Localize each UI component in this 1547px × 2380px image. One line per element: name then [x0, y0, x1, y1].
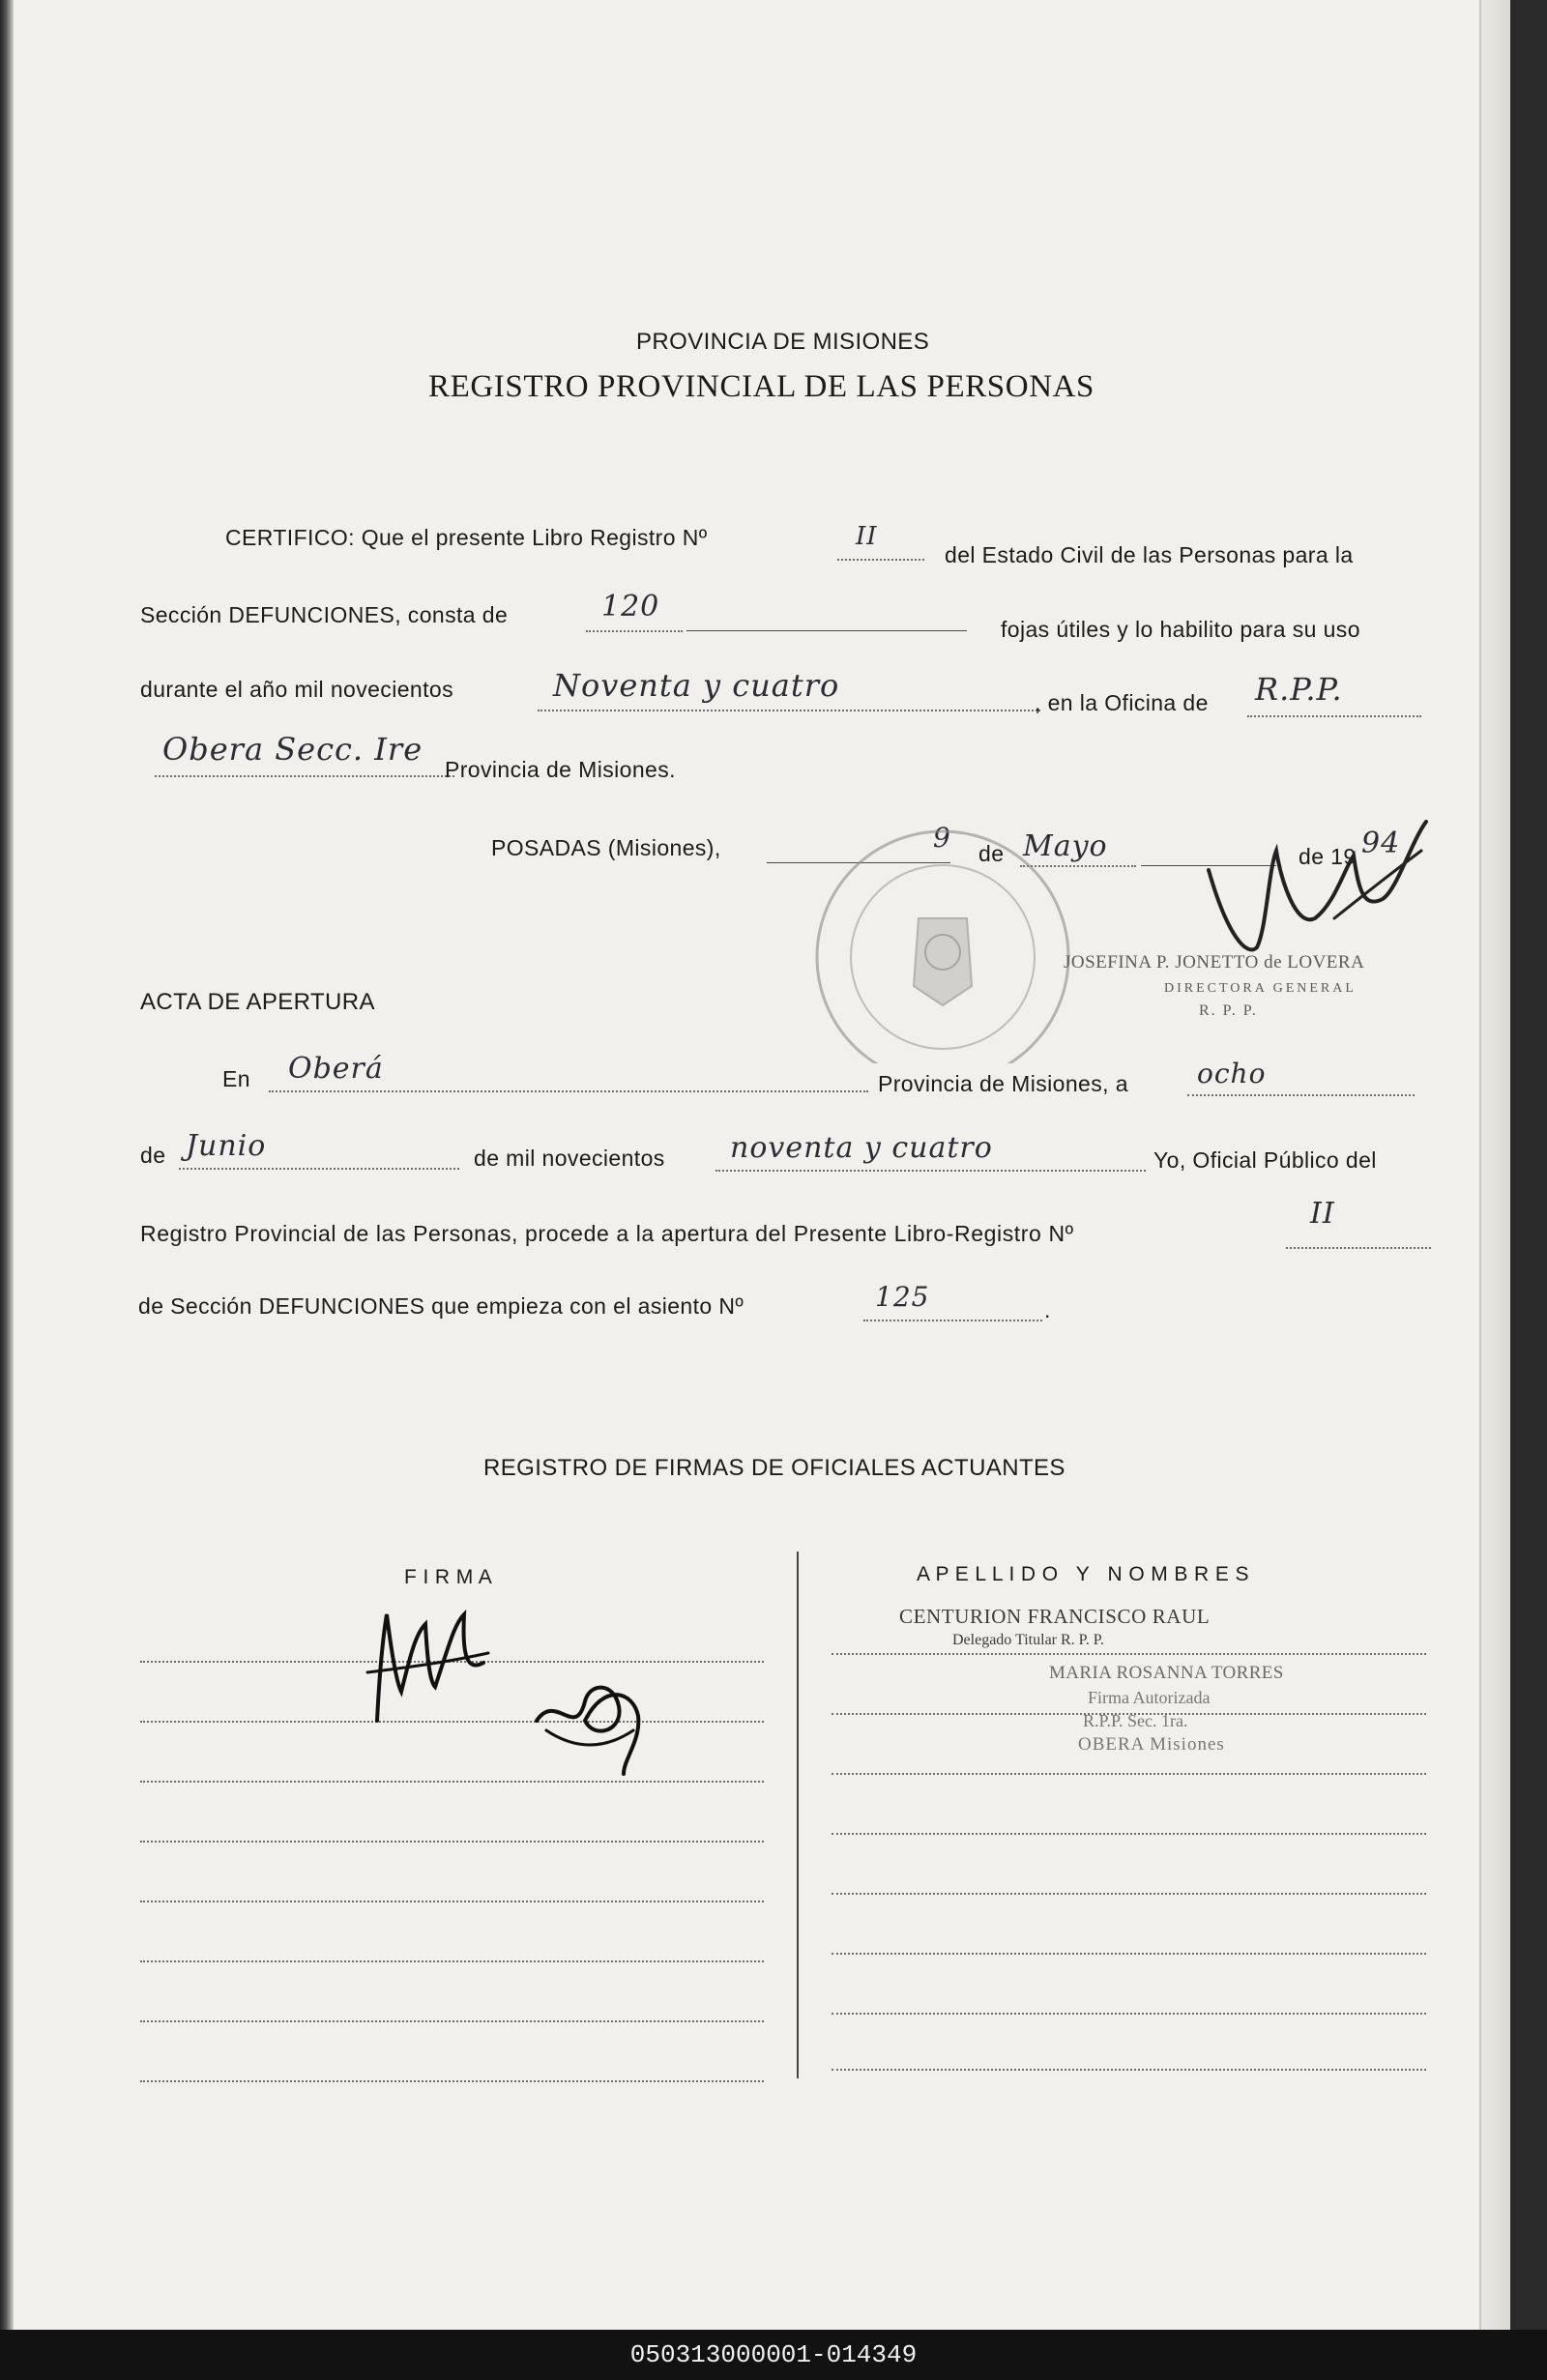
official-stamp-2-place: OBERA Misiones: [1078, 1734, 1225, 1755]
acta-mes-line: [179, 1168, 459, 1170]
certifico-line4: Provincia de Misiones.: [445, 757, 676, 782]
firma-column-header: F I R M A: [404, 1566, 493, 1588]
official-stamp-1-name: CENTURION FRANCISCO RAUL: [899, 1605, 1211, 1628]
firma-row-line: [140, 1960, 764, 1962]
firma-row-line: [140, 2020, 764, 2022]
oficina-handwritten: R.P.P.: [1255, 671, 1343, 708]
director-stamp-name: JOSEFINA P. JONETTO de LOVERA: [1064, 952, 1365, 972]
acta-yo-label: Yo, Oficial Público del: [1153, 1147, 1377, 1173]
document-id-footer: 050313000001-014349: [0, 2330, 1547, 2380]
apellido-row-line: [832, 1833, 1426, 1835]
fojas-number-handwritten: 120: [601, 590, 660, 624]
oficina2-handwritten: Obera Secc. Ire: [162, 731, 423, 768]
director-stamp-title: DIRECTORA GENERAL: [1164, 981, 1357, 996]
acta-line3: Registro Provincial de las Personas, procede a la apertura del Presente Libro-Registro Nº: [140, 1221, 1074, 1246]
de-label-1: de: [978, 841, 1005, 866]
libro-number-handwritten: II: [856, 522, 878, 551]
posadas-label: POSADAS (Misiones),: [491, 835, 721, 860]
anio-line: [538, 710, 1040, 711]
anio-handwritten: Noventa y cuatro: [553, 667, 840, 704]
registry-heading: REGISTRO PROVINCIAL DE LAS PERSONAS: [428, 369, 1095, 404]
page-binding-edge: [0, 0, 14, 2330]
round-seal-stamp: [812, 773, 1073, 1063]
column-divider: [797, 1552, 799, 2078]
certifico-line2-end: fojas útiles y lo habilito para su uso: [1001, 617, 1360, 642]
libro-number-line: [837, 559, 924, 561]
province-heading: PROVINCIA DE MISIONES: [636, 329, 930, 355]
acta-mil-label: de mil novecientos: [474, 1146, 665, 1171]
apellido-column-header: A P E L L I D O Y N O M B R E S: [917, 1563, 1249, 1585]
apellido-row-line: [832, 1893, 1426, 1895]
certifico-line1-end: del Estado Civil de las Personas para la: [945, 542, 1354, 567]
apellido-row-line: [832, 1653, 1426, 1655]
firma-row-line: [140, 1781, 764, 1783]
acta-de-label: de: [140, 1143, 166, 1168]
official-signature-2: [527, 1663, 653, 1779]
mes-handwritten: Mayo: [1023, 829, 1108, 863]
apellido-row-line: [832, 1953, 1426, 1955]
apellido-row-line: [832, 2069, 1426, 2071]
acta-en-label: En: [222, 1066, 250, 1091]
asiento-line: [863, 1320, 1042, 1321]
acta-provincia-label: Provincia de Misiones, a: [878, 1071, 1128, 1096]
official-stamp-2-role: Firma Autorizada: [1088, 1688, 1211, 1707]
acta-libro-handwritten: II: [1310, 1197, 1335, 1231]
acta-title: ACTA DE APERTURA: [140, 989, 375, 1015]
official-stamp-2-office: R.P.P. Sec. 1ra.: [1083, 1711, 1188, 1730]
anio-suffix-handwritten: 94: [1361, 827, 1401, 860]
acta-dia-line: [1187, 1094, 1415, 1096]
director-stamp-org: R. P. P.: [1199, 1002, 1258, 1019]
asiento-handwritten: 125: [875, 1281, 930, 1313]
firma-row-line: [140, 1901, 764, 1902]
acta-line4: de Sección DEFUNCIONES que empieza con el asiento Nº: [138, 1293, 744, 1319]
acta-dia-handwritten: ocho: [1197, 1058, 1267, 1089]
acta-mes-handwritten: Junio: [186, 1129, 267, 1163]
fojas-line-b: [686, 630, 967, 631]
firma-row-line: [140, 1841, 764, 1843]
page-right-edge: [1479, 0, 1510, 2330]
fojas-line-a: [586, 630, 683, 632]
lugar-handwritten: Oberá: [288, 1052, 384, 1086]
lugar-line: [269, 1090, 868, 1092]
director-signature: [1189, 812, 1441, 967]
acta-anio-line: [715, 1170, 1146, 1172]
oficina-line: [1247, 715, 1421, 717]
certifico-line3-start: durante el año mil novecientos: [140, 677, 453, 702]
de-anio-label: de 19: [1299, 844, 1357, 869]
certifico-line2-start: Sección DEFUNCIONES, consta de: [140, 602, 509, 627]
official-stamp-1-role: Delegado Titular R. P. P.: [952, 1632, 1104, 1648]
official-signature-1: [358, 1595, 493, 1730]
official-stamp-2-name: MARIA ROSANNA TORRES: [1049, 1663, 1284, 1683]
acta-line4-end: .: [1044, 1297, 1051, 1322]
apellido-row-line: [832, 1773, 1426, 1775]
firmas-title: REGISTRO DE FIRMAS DE OFICIALES ACTUANTES: [483, 1455, 1065, 1481]
dia-handwritten: 9: [933, 822, 951, 854]
certifico-line1-start: CERTIFICO: Que el presente Libro Registro Nº: [225, 525, 708, 550]
certifico-line3-mid: , en la Oficina de: [1035, 690, 1209, 715]
apellido-row-line: [832, 2013, 1426, 2015]
acta-libro-line: [1286, 1247, 1431, 1249]
firma-row-line: [140, 2080, 764, 2082]
acta-anio-handwritten: noventa y cuatro: [730, 1131, 993, 1165]
oficina2-line: [155, 775, 454, 777]
